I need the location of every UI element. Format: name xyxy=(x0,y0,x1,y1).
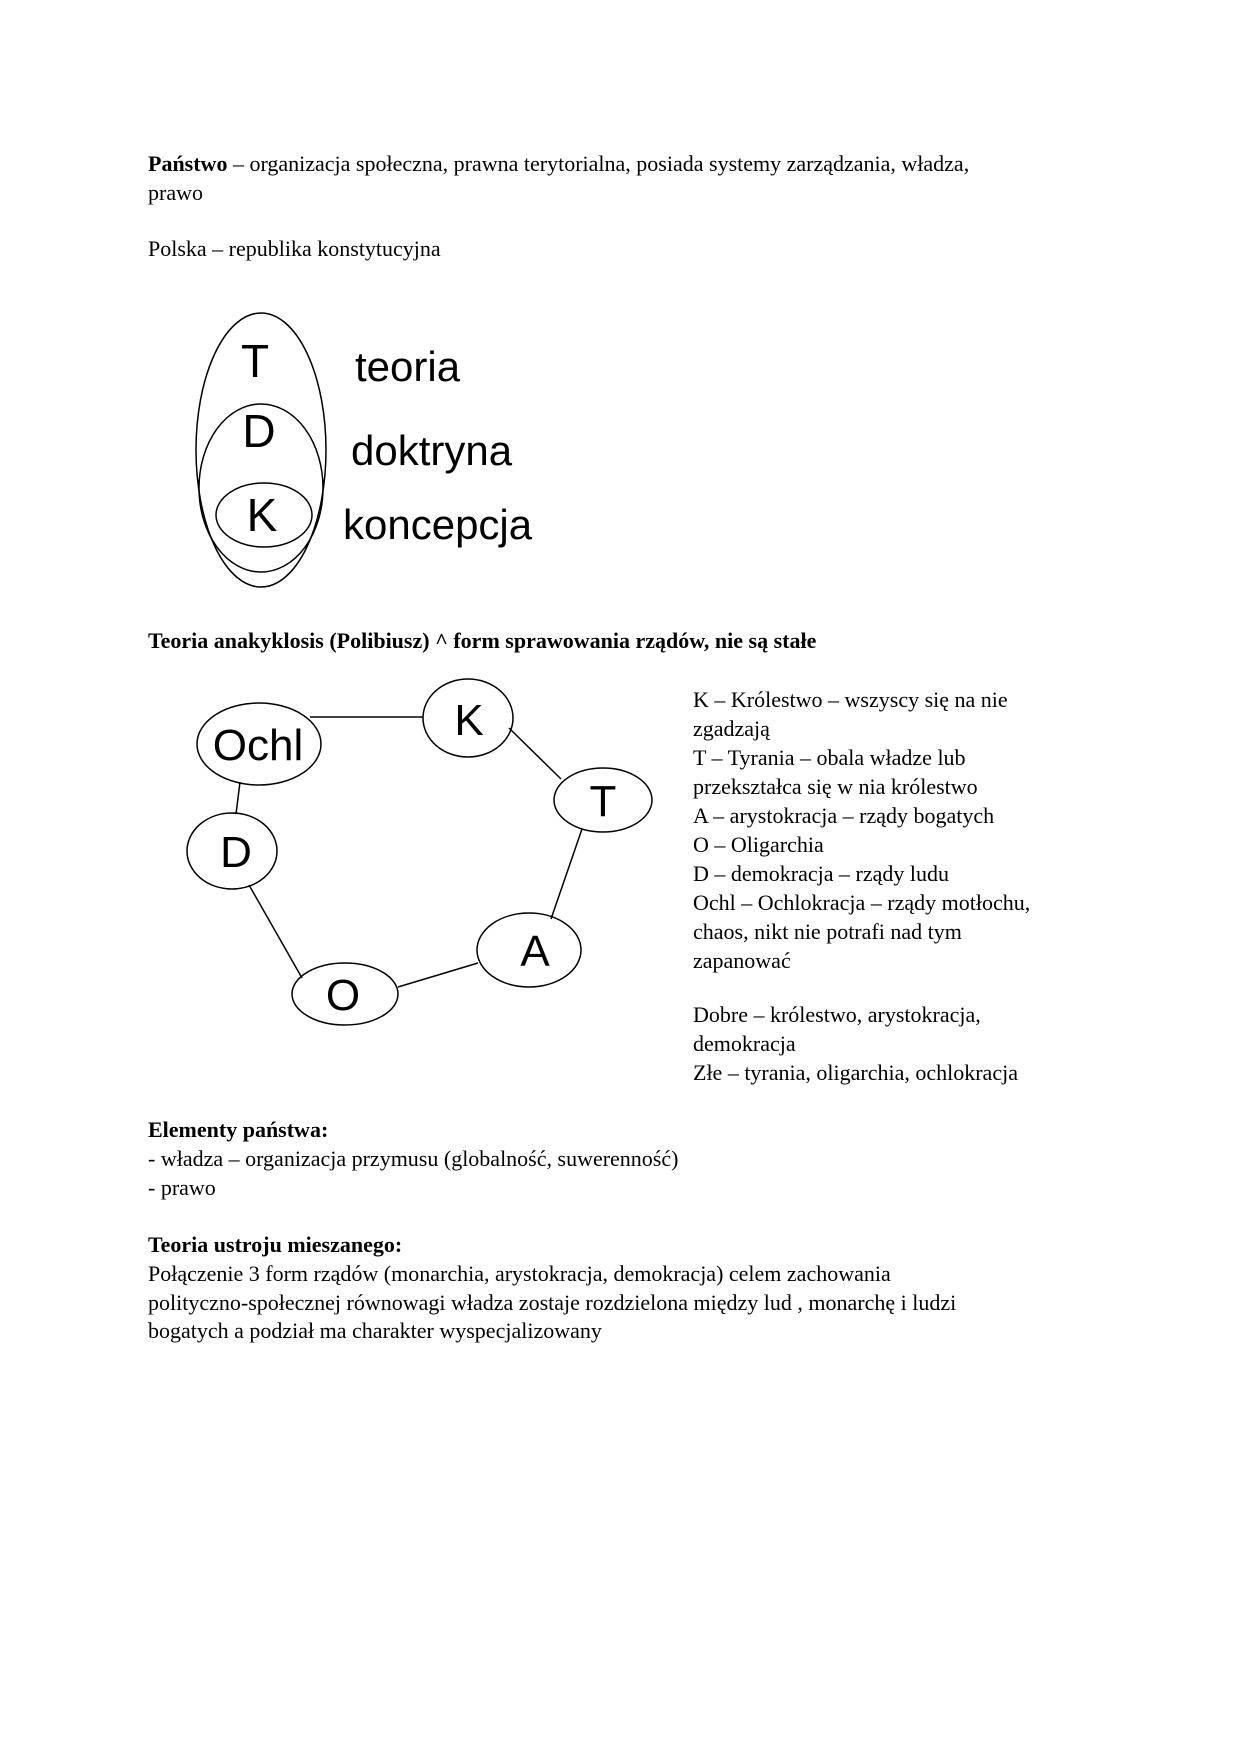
node-d-label: D xyxy=(220,828,252,877)
anakyklosis-heading xyxy=(148,626,816,655)
letter-d: D xyxy=(242,405,276,457)
good-forms-line: demokracja xyxy=(693,1031,796,1056)
anakyklosis-cycle xyxy=(187,679,652,1025)
paragraph-line: Połączenie 3 form rządów (monarchia, arystokracja, demokracja) celem zachowania xyxy=(148,1261,891,1286)
mixed-heading-text: Teoria ustroju mieszanego: xyxy=(148,1232,403,1257)
legend-line: A – arystokracja – rządy bogatych xyxy=(693,803,995,828)
legend-line: O – Oligarchia xyxy=(693,832,824,857)
elements-heading xyxy=(148,1115,328,1144)
term: Państwo xyxy=(148,151,228,176)
letter-k: K xyxy=(246,489,278,541)
poland-line: Polska – republika konstytucyjna xyxy=(148,236,441,261)
label-doktryna: doktryna xyxy=(351,427,513,474)
definition-line-2: prawo xyxy=(148,180,203,205)
edge-a-o xyxy=(398,963,478,987)
edge-d-ochl xyxy=(236,782,240,814)
node-a-label: A xyxy=(520,927,550,976)
legend-line: zapanować xyxy=(693,948,791,973)
node-t-label: T xyxy=(589,777,617,826)
edge-k-t xyxy=(509,728,561,779)
legend-line: D – demokracja – rządy ludu xyxy=(693,861,949,886)
legend-line: chaos, nikt nie potrafi nad tym xyxy=(693,919,962,944)
label-teoria: teoria xyxy=(355,343,461,390)
elements-heading-text: Elementy państwa: xyxy=(148,1117,329,1142)
paragraph-line: bogatych a podział ma charakter wyspecjalizowany xyxy=(148,1318,602,1343)
node-o-label: O xyxy=(325,971,361,1020)
mixed-heading xyxy=(148,1230,402,1259)
anakyklosis-heading-text: Teoria anakyklosis (Polibiusz) ^ form sprawowania rządów, nie są stałe xyxy=(148,628,817,653)
legend-line: K – Królestwo – wszyscy się na nie xyxy=(693,687,1008,712)
edge-t-a xyxy=(551,829,582,919)
node-ochl-label: Ochl xyxy=(212,721,304,770)
node-k-label: K xyxy=(454,696,484,745)
legend-line: przekształca się w nia królestwo xyxy=(693,774,978,799)
edge-o-d xyxy=(249,885,302,978)
list-item: - władza – organizacja przymusu (globalność, suwerenność) xyxy=(148,1146,679,1171)
list-item: - prawo xyxy=(148,1175,216,1200)
paragraph-line: polityczno-społecznej równowagi władza zostaje rozdzielona między lud , monarchę i ludzi xyxy=(148,1290,957,1315)
good-forms-line: Dobre – królestwo, arystokracja, xyxy=(693,1002,981,1027)
definition-text: – organizacja społeczna, prawna terytorialna, posiada systemy zarządzania, władza, xyxy=(227,151,970,176)
bad-forms-line: Złe – tyrania, oligarchia, ochlokracja xyxy=(693,1060,1018,1085)
label-koncepcja: koncepcja xyxy=(343,501,533,548)
legend-line: zgadzają xyxy=(693,716,770,741)
letter-t: T xyxy=(240,335,270,387)
legend-line: Ochl – Ochlokracja – rządy motłochu, xyxy=(693,890,1031,915)
tdk-diagram xyxy=(196,313,533,587)
legend-line: T – Tyrania – obala władze lub xyxy=(693,745,966,770)
